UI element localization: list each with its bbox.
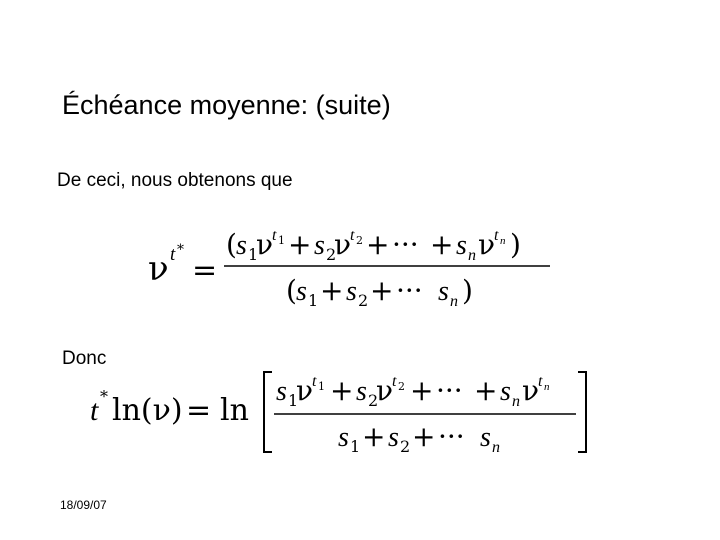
svg-text:+: +: [474, 374, 498, 407]
svg-text:···: ···: [438, 420, 465, 453]
svg-text:+: +: [410, 374, 434, 407]
svg-text:s: s: [338, 422, 349, 453]
svg-text:2: 2: [368, 391, 379, 410]
svg-text:ν: ν: [478, 228, 496, 261]
svg-text:2: 2: [398, 380, 405, 393]
svg-text:t: t: [312, 373, 317, 390]
svg-text:+: +: [330, 374, 354, 407]
svg-text:ν: ν: [522, 374, 540, 407]
svg-text:s: s: [480, 422, 491, 453]
svg-text:s: s: [276, 376, 287, 407]
svg-text:ν: ν: [148, 249, 169, 289]
svg-text:t: t: [272, 227, 277, 244]
equation-weighted-maturity: [148, 218, 558, 313]
svg-text:ln(ν): ln(ν): [112, 393, 183, 428]
conclusion-text: Donc: [62, 348, 107, 369]
svg-text:t: t: [350, 227, 355, 244]
svg-text:···: ···: [396, 274, 423, 307]
svg-text:+: +: [370, 274, 394, 307]
svg-text:=: =: [186, 393, 212, 428]
svg-text:2: 2: [358, 291, 369, 310]
svg-text:s: s: [500, 376, 511, 407]
svg-text:n: n: [450, 293, 458, 310]
svg-text:2: 2: [356, 234, 363, 247]
svg-text:1: 1: [350, 437, 361, 456]
svg-text:···: ···: [392, 228, 419, 261]
svg-text:n: n: [500, 235, 506, 247]
svg-text:s: s: [296, 276, 307, 307]
svg-text:s: s: [314, 230, 325, 261]
svg-text:+: +: [366, 228, 390, 261]
svg-text:s: s: [456, 230, 467, 261]
svg-text:t: t: [90, 394, 99, 427]
svg-text:): ): [462, 274, 473, 307]
svg-text:n: n: [468, 247, 476, 264]
equation-log-maturity: [90, 364, 590, 460]
svg-text:s: s: [346, 276, 357, 307]
svg-text:s: s: [388, 422, 399, 453]
svg-text:*: *: [177, 242, 184, 258]
svg-text:ν: ν: [296, 374, 314, 407]
svg-text:n: n: [512, 393, 520, 410]
svg-text:s: s: [356, 376, 367, 407]
svg-text:t: t: [392, 373, 397, 390]
svg-text:+: +: [412, 420, 436, 453]
svg-text:s: s: [438, 276, 449, 307]
svg-text:+: +: [320, 274, 344, 307]
svg-text:(: (: [286, 274, 297, 307]
svg-text:2: 2: [400, 437, 411, 456]
svg-text:2: 2: [326, 245, 337, 264]
svg-text:t: t: [494, 227, 499, 244]
svg-text:1: 1: [278, 234, 285, 247]
svg-text:···: ···: [436, 374, 463, 407]
svg-text:n: n: [544, 381, 550, 393]
svg-text:ν: ν: [376, 374, 394, 407]
svg-text:1: 1: [248, 245, 259, 264]
svg-text:=: =: [192, 253, 218, 288]
svg-text:t: t: [170, 244, 176, 265]
svg-text:ν: ν: [334, 228, 352, 261]
svg-text:1: 1: [308, 291, 319, 310]
svg-text:s: s: [236, 230, 247, 261]
svg-text:1: 1: [288, 391, 299, 410]
svg-text:+: +: [362, 420, 386, 453]
svg-text:(: (: [226, 228, 237, 261]
svg-text:+: +: [430, 228, 454, 261]
slide-date: 18/09/07: [60, 498, 107, 512]
svg-text:): ): [510, 228, 521, 261]
svg-text:ν: ν: [256, 228, 274, 261]
svg-text:ln: ln: [220, 393, 249, 428]
intro-text: De ceci, nous obtenons que: [57, 170, 293, 191]
svg-text:*: *: [100, 387, 108, 406]
svg-text:t: t: [538, 373, 543, 390]
svg-text:1: 1: [318, 380, 325, 393]
svg-text:+: +: [288, 228, 312, 261]
svg-text:n: n: [492, 439, 500, 456]
slide-title: Échéance moyenne: (suite): [62, 90, 391, 120]
